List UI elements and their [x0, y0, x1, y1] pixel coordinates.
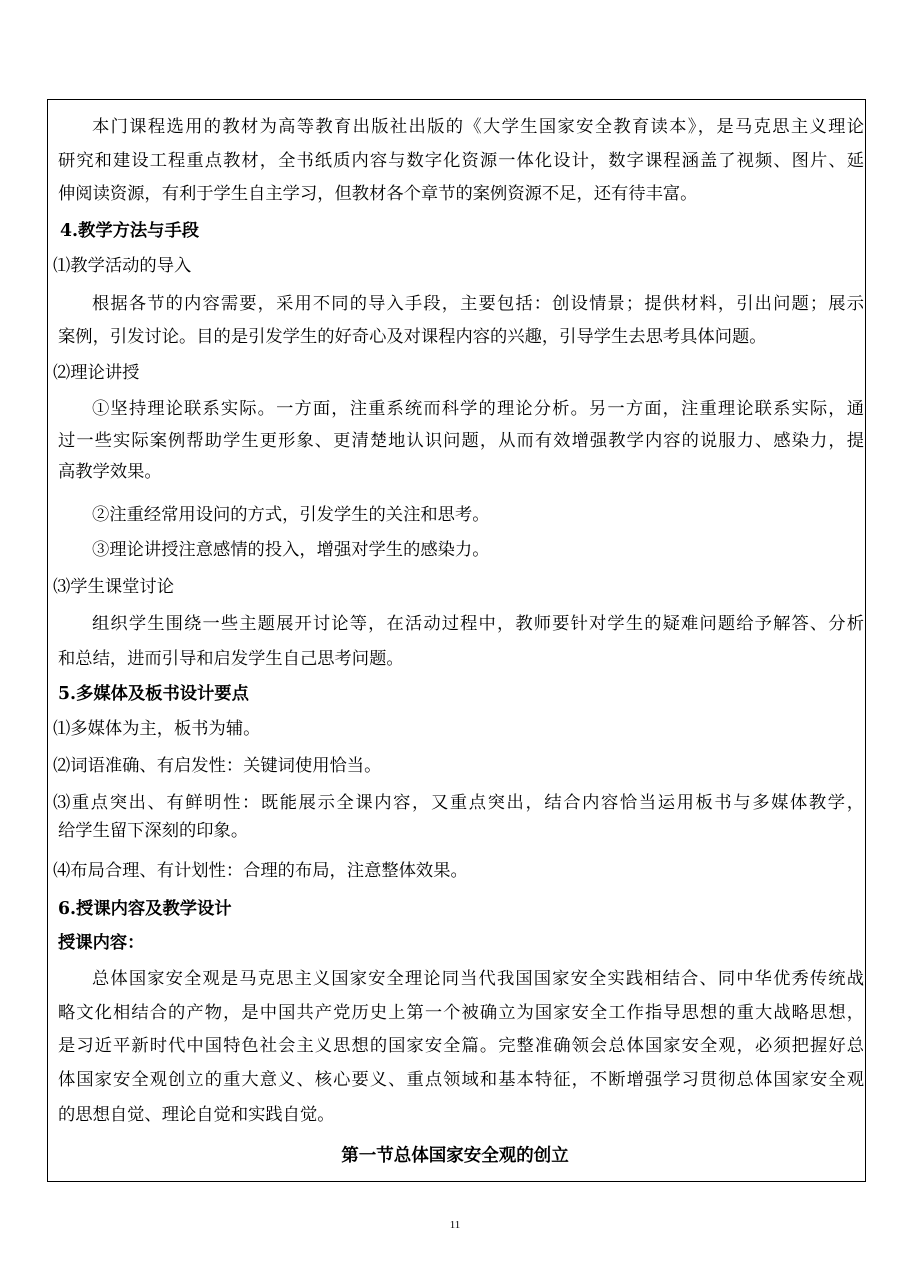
list-item: ⑷布局合理、有计划性：合理的布局，注意整体效果。 [53, 861, 468, 881]
text-line: 给学生留下深刻的印象。 [58, 821, 249, 841]
text-line: 是习近平新时代中国特色社会主义思想的国家安全篇。完整准确领会总体国家安全观，必须把握好总 [58, 1036, 864, 1056]
subheading-1: ⑴教学活动的导入 [53, 256, 192, 276]
list-item: ⑶重点突出、有鲜明性：既能展示全课内容，又重点突出，结合内容恰当运用板书与多媒体教学， [53, 793, 864, 813]
text-line: ②注重经常用设问的方式，引发学生的关注和思考。 [92, 505, 490, 525]
text-line: 根据各节的内容需要，采用不同的导入手段，主要包括：创设情景；提供材料，引出问题；展示 [92, 294, 864, 314]
page-number: 11 [449, 1219, 461, 1231]
content-label: 授课内容： [58, 933, 145, 953]
text-line: 略文化相结合的产物，是中国共产党历史上第一个被确立为国家安全工作指导思想的重大战略思想， [58, 1003, 864, 1023]
subheading-3: ⑶学生课堂讨论 [53, 577, 174, 597]
section-title: 第一节总体国家安全观的创立 [341, 1146, 569, 1166]
text-line: ①坚持理论联系实际。一方面，注重系统而科学的理论分析。另一方面，注重理论联系实际，通 [92, 399, 864, 419]
heading-5: 5.多媒体及板书设计要点 [58, 684, 249, 704]
text-line: 过一些实际案例帮助学生更形象、更清楚地认识问题，从而有效增强教学内容的说服力、感染力，提 [58, 431, 864, 451]
heading-6: 6.授课内容及教学设计 [58, 899, 232, 919]
text-line: ③理论讲授注意感情的投入，增强对学生的感染力。 [92, 540, 490, 560]
list-item: ⑴多媒体为主，板书为辅。 [53, 719, 261, 739]
text-line: 伸阅读资源，有利于学生自主学习，但教材各个章节的案例资源不足，还有待丰富。 [58, 184, 698, 204]
text-line: 总体国家安全观是马克思主义国家安全理论同当代我国国家安全实践相结合、同中华优秀传统战 [92, 969, 864, 989]
text-line: 组织学生围绕一些主题展开讨论等，在活动过程中，教师要针对学生的疑难问题给予解答、分析 [92, 614, 864, 634]
heading-4: 4.教学方法与手段 [60, 221, 200, 241]
text-line: 本门课程选用的教材为高等教育出版社出版的《大学生国家安全教育读本》，是马克思主义理论 [92, 117, 864, 137]
text-line: 的思想自觉、理论自觉和实践自觉。 [58, 1105, 335, 1125]
text-line: 高教学效果。 [58, 462, 162, 482]
text-line: 研究和建设工程重点教材，全书纸质内容与数字化资源一体化设计，数字课程涵盖了视频、图片、延 [58, 151, 864, 171]
subheading-2: ⑵理论讲授 [53, 363, 140, 383]
text-line: 案例，引发讨论。目的是引发学生的好奇心及对课程内容的兴趣，引导学生去思考具体问题。 [58, 327, 767, 347]
text-line: 体国家安全观创立的重大意义、核心要义、重点领域和基本特征，不断增强学习贯彻总体国家安全观 [58, 1070, 864, 1090]
text-line: 和总结，进而引导和启发学生自己思考问题。 [58, 649, 404, 669]
list-item: ⑵词语准确、有启发性：关键词使用恰当。 [53, 756, 382, 776]
